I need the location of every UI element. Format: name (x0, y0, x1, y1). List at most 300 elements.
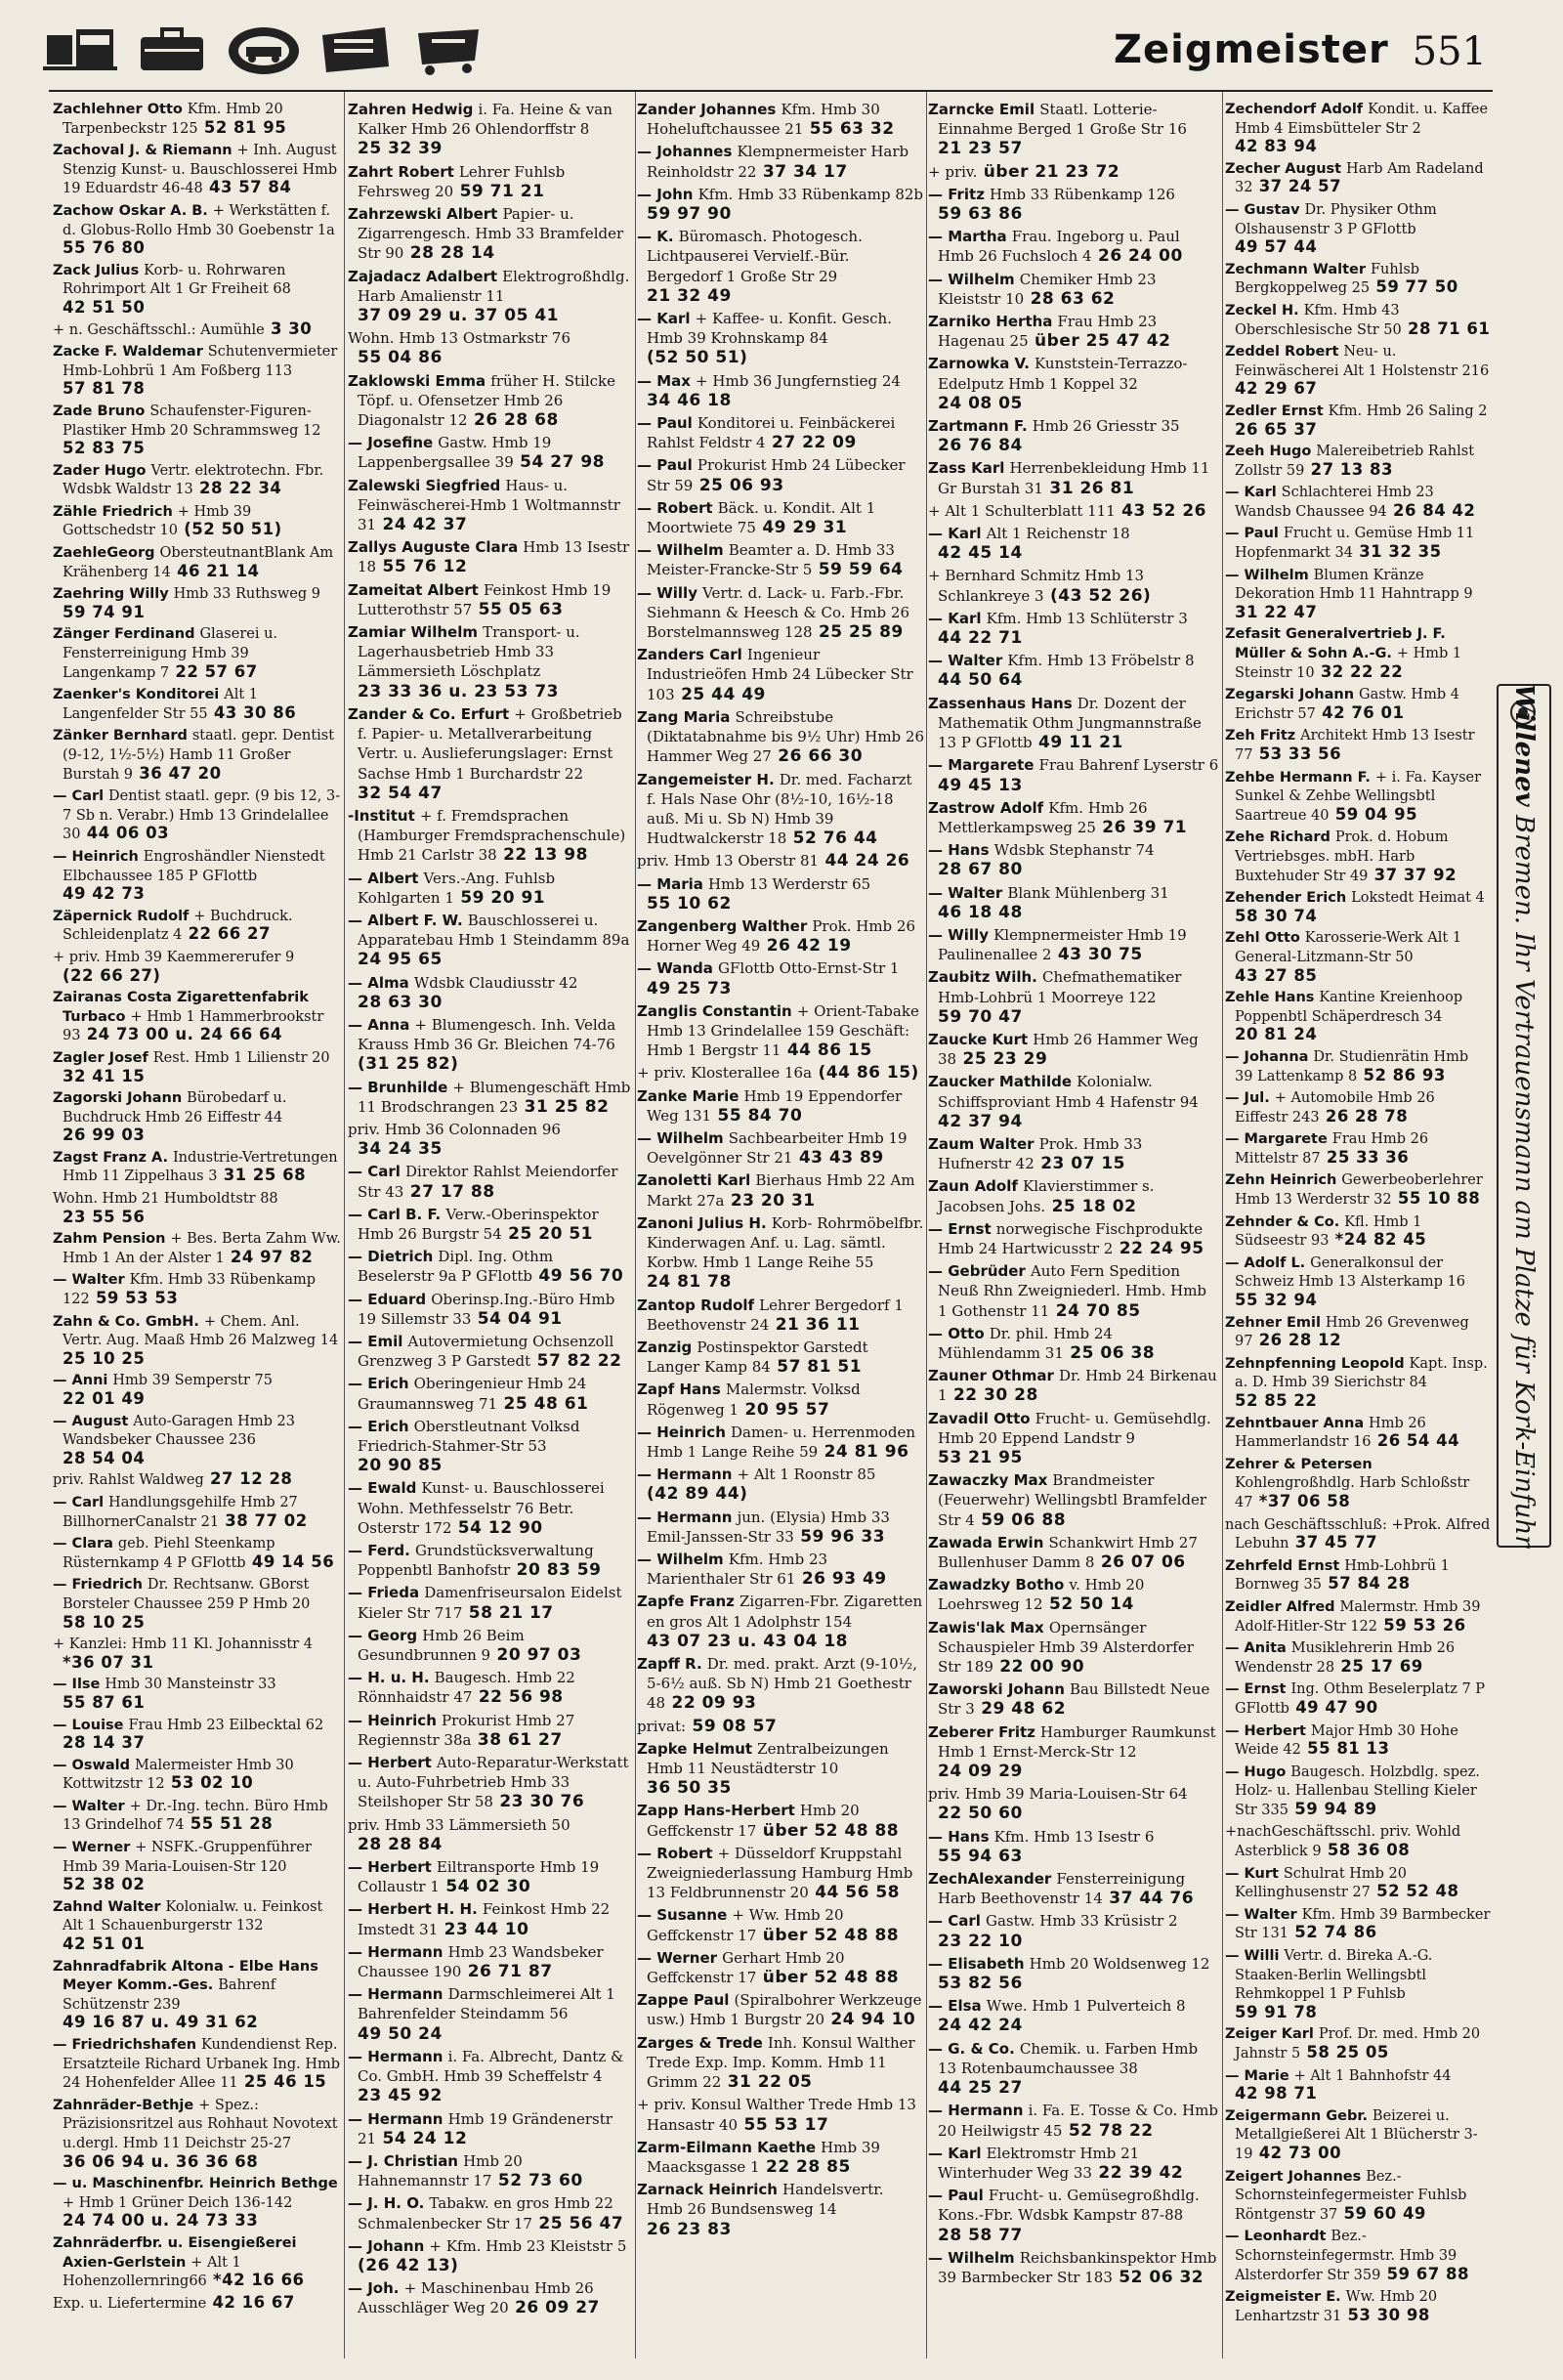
cart-icon (408, 21, 486, 78)
entry-name: — August (53, 1413, 129, 1429)
directory-entry (637, 2095, 924, 2134)
entry-telephone: (31 25 82) (358, 1054, 459, 1075)
entry-telephone: 49 50 24 (358, 2023, 443, 2044)
directory-entry (53, 1635, 342, 1672)
entry-details: Konditorei u. Feinbäckerei Rahlst Feldstr 4 (647, 414, 896, 452)
entry-details: Kfm. Hmb 26 Mettlerkampsweg 25 (938, 798, 1148, 836)
directory-entry (637, 1990, 924, 2029)
entry-details: Baugesch. Holzbdlg. spez. Holz- u. Hallenbau Stelling Kieler Str 335 (1235, 1764, 1480, 1818)
entry-telephone: 22 66 27 (188, 924, 271, 944)
entry-telephone: 22 39 42 (1098, 2162, 1184, 2183)
entry-details: Prokurist Hmb 24 Lübecker Str 59 (647, 456, 906, 494)
entry-name: — Elisabeth (928, 1954, 1025, 1973)
directory-entry (1225, 2106, 1491, 2164)
entry-name: — J. H. O. (348, 2194, 425, 2213)
entry-details: Hmb 26 Beim Gesundbrunnen 9 (358, 1626, 525, 1665)
entry-details: + Hmb 1 Hammerbrookstr 93 (63, 1008, 324, 1044)
entry-name: Zarniko Hertha (928, 313, 1053, 331)
entry-name: Zeiger Karl (1225, 2026, 1314, 2043)
entry-details: + Blumengesch. Inh. Velda Krauss Hmb 36 Gr. Bleichen 74-76 (358, 1015, 616, 1054)
directory-entry (1225, 342, 1491, 399)
entry-name: — Ilse (53, 1677, 101, 1693)
entry-details: + priv. Konsul Walther Trede Hmb 13 Hansastr 40 (637, 2096, 916, 2134)
entry-details: Auto-Reparatur-Werkstatt u. Auto-Fuhrbetrieb Hmb 33 Steilshoper Str 58 (358, 1754, 629, 1811)
entry-telephone: 49 45 13 (938, 775, 1023, 795)
directory-entry (637, 185, 924, 224)
entry-telephone: 59 20 91 (460, 887, 546, 908)
entry-telephone: (26 42 13) (358, 2255, 459, 2275)
directory-entry (1225, 1455, 1491, 1512)
entry-telephone: 55 84 70 (717, 1105, 803, 1126)
entry-details: + Kanzlei: Hmb 11 Kl. Johannisstr 4 (53, 1636, 313, 1653)
entry-details: Schaufenster-Figuren-Plastiker Hmb 20 Schrammsweg 12 (63, 403, 321, 439)
directory-entry (53, 1575, 342, 1632)
entry-details: Beamter a. D. Hmb 33 Meister-Francke-Str 5 (647, 541, 895, 579)
entry-telephone: über 52 48 88 (762, 1925, 900, 1945)
entry-name: — Anna (348, 1015, 410, 1034)
directory-entry (53, 2294, 342, 2314)
entry-name: Zachow Oskar A. B. (53, 202, 208, 219)
entry-name: Zass Karl (928, 459, 1005, 478)
entry-details: Dr. med. prakt. Arzt (9-10½, 5-6½ auß. Sb N) Hmb 21 Goethestr 48 (647, 1655, 917, 1713)
entry-name: — Paul (1225, 526, 1279, 542)
entry-name: — Hermann (637, 1466, 733, 1484)
directory-entry (928, 798, 1219, 837)
entry-telephone: 26 65 37 (1235, 419, 1318, 439)
entry-name: — Oswald (53, 1757, 131, 1773)
entry-name: — Carl (928, 1912, 981, 1931)
directory-entry (1225, 2024, 1491, 2062)
entry-telephone: 27 22 09 (772, 433, 857, 453)
entry-name: Zaum Walter (928, 1134, 1035, 1153)
entry-name: — Willy (637, 583, 697, 602)
directory-entry (53, 2233, 342, 2291)
entry-telephone: 42 16 67 (212, 2292, 295, 2312)
directory-entry (637, 540, 924, 579)
entry-name: Zassenhaus Hans (928, 694, 1073, 712)
entry-telephone: 42 51 50 (63, 297, 146, 317)
entry-details: Prok. Hmb 26 Horner Weg 49 (647, 916, 916, 956)
entry-telephone: 23 30 76 (499, 1792, 585, 1812)
directory-entry (928, 1954, 1219, 1993)
entry-telephone: (42 89 44) (647, 1484, 748, 1505)
entry-details: Frucht u. Gemüse Hmb 11 Hopfenmarkt 34 (1235, 526, 1475, 562)
entry-details: + Hmb 39 Gottschedstr 10 (63, 503, 252, 539)
entry-details: Schankwirt Hmb 27 Bullenhuser Damm 8 (938, 1533, 1198, 1572)
entry-details: Prok. d. Hobum Vertriebsges. mbH. Harb Buxtehuder Str 49 (1235, 829, 1449, 884)
entry-name: Zagst Franz A. (53, 1149, 169, 1166)
entry-details: privat: (637, 1717, 687, 1735)
directory-entry (1225, 888, 1491, 925)
entry-details: Vertr. elektrotechn. Fbr. Wdsbk Waldstr 13 (63, 462, 324, 498)
entry-details: Hmb 30 Mansteinstr 33 (105, 1677, 276, 1693)
entry-name: — Hermann (348, 2109, 444, 2128)
entry-name: Zahrt Robert (348, 162, 454, 181)
entry-telephone: 43 30 75 (1057, 945, 1143, 965)
entry-details: Baugesch. Hmb 22 Rönnhaidstr 47 (358, 1669, 575, 1707)
entry-telephone: 49 25 73 (647, 978, 732, 999)
directory-entry (53, 988, 342, 1045)
directory-entry (1225, 159, 1491, 197)
entry-name: — Johanna (1225, 1048, 1309, 1065)
entry-details: Ing. Othm Beselerplatz 7 P GFlottb (1235, 1681, 1486, 1717)
directory-entry (348, 1711, 633, 1750)
entry-telephone: 26 28 78 (1325, 1106, 1409, 1126)
entry-telephone: 26 84 42 (1393, 500, 1476, 520)
entry-name: Zahn & Co. GmbH. (53, 1313, 199, 1330)
entry-details: + n. Geschäftsschl.: Aumühle (53, 321, 265, 338)
directory-entry (348, 1942, 633, 1981)
entry-details: + Buchdruck. Schleidenplatz 4 (63, 908, 293, 944)
entry-details: Korb- Rohrmöbelfbr. Kinderwagen Anf. u. Lag. sämtl. Korbw. Hmb 1 Lange Reihe 55 (647, 1213, 924, 1272)
entry-name: — Fritz (928, 185, 985, 203)
entry-telephone: *42 16 66 (213, 2271, 305, 2290)
directory-entry (637, 227, 924, 306)
entry-name: — Werner (637, 1948, 718, 1967)
entry-name: — Johann (348, 2236, 425, 2255)
entry-name: — Robert (637, 1844, 713, 1862)
entry-telephone: 26 24 00 (1097, 246, 1183, 267)
directory-entry (1225, 1946, 1491, 2021)
entry-name: Zangenberg Walther (637, 916, 808, 935)
entry-telephone: 26 99 03 (63, 1126, 146, 1145)
directory-entry (53, 1270, 342, 1308)
entry-details: Harb Am Radeland 32 (1235, 160, 1484, 196)
directory-entry (1225, 1212, 1491, 1251)
entry-telephone: 53 21 95 (938, 1448, 1023, 1467)
directory-entry (53, 402, 342, 458)
entry-telephone: 26 93 49 (801, 1569, 887, 1590)
entry-details: priv. Hmb 13 Oberstr 81 (637, 852, 820, 871)
entry-details: Büromasch. Photogesch. Lichtpauserei Vervielf.-Bür. Bergedorf 1 Große Str 29 (647, 228, 863, 285)
entry-telephone: 27 13 83 (1310, 459, 1393, 479)
page-title: Zeigmeister (1114, 27, 1389, 72)
entry-telephone: 24 09 29 (938, 1762, 1023, 1782)
entry-telephone: 25 44 49 (681, 684, 766, 704)
entry-telephone: 37 24 57 (1258, 177, 1342, 196)
entry-name: — Willi (1225, 1948, 1280, 1965)
entry-details: Exp. u. Liefertermine (53, 2295, 207, 2312)
entry-telephone: 53 82 56 (938, 1974, 1023, 1994)
entry-details: Bez.-Schornsteinfegermeister Fuhlsb Röntgenstr 37 (1235, 2168, 1467, 2223)
directory-entry (348, 1899, 633, 1938)
entry-details: Handelsvertr. Hmb 26 Bundsensweg 14 (647, 2181, 884, 2219)
directory-entry (928, 354, 1219, 413)
entry-details: + Maschinenbau Hmb 26 Ausschläger Weg 20 (358, 2279, 594, 2317)
entry-details: Klavierstimmer s. Jacobsen Johs. (938, 1177, 1155, 1215)
directory-entry (1225, 260, 1491, 298)
directory-entry (928, 2144, 1219, 2183)
entry-telephone: 54 12 90 (457, 1517, 543, 1538)
entry-details: Hmb 13 Werderstr 65 (708, 874, 871, 893)
directory-entry (637, 1338, 924, 1377)
entry-details: Opernsänger Schauspieler Hmb 39 Alsterdorfer Str 189 (938, 1618, 1194, 1677)
entry-telephone: (44 86 15) (818, 1063, 919, 1084)
entry-name: — Marie (1225, 2067, 1289, 2084)
entry-name: — Walter (928, 883, 1003, 902)
entry-name: — Louise (53, 1717, 124, 1733)
directory-entry (348, 1162, 633, 1201)
directory-entry (348, 1290, 633, 1329)
directory-entry (348, 1478, 633, 1538)
entry-name: — Paul (928, 2187, 984, 2205)
entry-details: Dipl. Ing. Othm Beselerstr 9a P GFlottb (358, 1248, 554, 1286)
directory-entry (348, 622, 633, 701)
entry-telephone: 37 45 77 (1294, 1533, 1378, 1552)
entry-telephone: 37 37 92 (1373, 865, 1457, 884)
entry-name: — Heinrich (637, 1423, 726, 1441)
entry-telephone: 20 97 03 (496, 1645, 582, 1666)
entry-telephone: 59 71 21 (459, 181, 545, 201)
entry-telephone: 25 25 89 (818, 622, 904, 643)
directory-entry (1225, 988, 1491, 1044)
entry-name: — Heinrich (53, 848, 139, 865)
directory-entry (348, 806, 633, 866)
entry-details: i. Fa. E. Tosse & Co. Hmb 20 Heilwigstr 45 (938, 2102, 1218, 2140)
entry-details: Industrie-Vertretungen Hmb 11 Zippelhaus 3 (63, 1149, 338, 1185)
directory-entry (53, 1675, 342, 1712)
entry-name: Zanke Marie (637, 1086, 739, 1105)
entry-details: Kfm. Hmb 33 Rübenkamp 122 (63, 1272, 317, 1308)
entry-name: — Hermann (637, 1508, 733, 1526)
directory-entry (348, 1815, 633, 1854)
directory-entry (928, 1219, 1219, 1258)
entry-details: i. Fa. Albrecht, Dantz & Co. GmbH. Hmb 39 Scheffelstr 4 (358, 2047, 624, 2086)
directory-entry (1225, 768, 1491, 826)
entry-telephone: 37 44 76 (1109, 1889, 1195, 1909)
entry-name: — Hans (928, 1827, 990, 1846)
page-number: 551 (1412, 29, 1487, 74)
entry-details: + f. Fremdsprachen (Hamburger Fremdsprachenschule) Hmb 21 Carlstr 38 (358, 806, 626, 865)
directory-entry (1225, 1254, 1491, 1310)
entry-name: — Elsa (928, 1997, 982, 2016)
directory-entry (348, 1247, 633, 1286)
entry-name: Zarm-Eilmann Kaethe (637, 2138, 817, 2156)
column-divider (1222, 92, 1223, 2359)
entry-name: Zachoval J. & Riemann (53, 143, 232, 159)
entry-telephone: 43 07 23 u. 43 04 18 (647, 1631, 849, 1651)
entry-telephone: 49 14 56 (251, 1551, 335, 1571)
entry-telephone: 26 71 87 (467, 1962, 553, 1982)
directory-entry (348, 1332, 633, 1371)
entry-telephone: 55 32 94 (1235, 1291, 1318, 1310)
entry-details: Alt 1 Langenfelder Str 55 (63, 687, 258, 722)
entry-name: — Carl B. F. (348, 1205, 442, 1223)
directory-entry (637, 1213, 924, 1293)
entry-name: — Karl (928, 609, 982, 627)
entry-telephone: 59 63 86 (938, 204, 1023, 225)
entry-name: — Wilhelm (637, 1128, 724, 1147)
entry-details: Dr. Rechtsanw. GBorst Borsteler Chaussee 259 P Hmb 20 (63, 1577, 311, 1612)
entry-name: -Institut (348, 806, 415, 825)
entry-details: Oberinsp.Ing.-Büro Hmb 19 Sillemstr 33 (358, 1290, 615, 1328)
entry-details: + Bes. Berta Zahm Ww. Hmb 1 An der Alster 1 (63, 1231, 341, 1266)
directory-entry (637, 1423, 924, 1462)
entry-name: — Jul. (1225, 1090, 1270, 1107)
advertisement-sidebar (1497, 684, 1551, 1548)
entry-telephone: 58 30 74 (1235, 906, 1318, 925)
directory-entry (348, 100, 633, 159)
entry-telephone: 25 23 29 (962, 1049, 1048, 1070)
entry-name: — Hermann (348, 1942, 444, 1961)
directory-entry (928, 925, 1219, 964)
entry-details: Schreibstube (Diktatabnahme bis 9½ Uhr) Hmb 26 Hammer Weg 27 (647, 707, 924, 766)
directory-entry (348, 2236, 633, 2275)
entry-name: — Walter (53, 1272, 125, 1289)
entry-name: Zarncke Emil (928, 101, 1035, 118)
entry-telephone: 24 95 65 (358, 950, 443, 970)
directory-entry (637, 498, 924, 537)
entry-telephone: *37 06 58 (1258, 1491, 1351, 1510)
entry-name: Zegarski Johann (1225, 687, 1355, 703)
directory-entry (637, 309, 924, 368)
entry-details: Grundstücksverwaltung Poppenbtl Banhofstr (358, 1542, 594, 1580)
entry-name: — Hans (928, 841, 990, 860)
entry-details: Chemiker Hmb 23 Kleiststr 10 (938, 270, 1157, 308)
entry-telephone: 31 25 68 (223, 1166, 307, 1185)
entry-name: — Walter (53, 1798, 125, 1814)
entry-name: Zapff R. (637, 1655, 702, 1674)
entry-telephone: 26 39 71 (1102, 817, 1188, 837)
entry-details: Darmschleimerei Alt 1 Bahrenfelder Steindamm 56 (358, 1985, 615, 2023)
entry-name: Zaun Adolf (928, 1177, 1018, 1196)
directory-entry (53, 1048, 342, 1085)
entry-name: Zeidler Alfred (1225, 1598, 1335, 1615)
entry-name: — Paul (637, 456, 693, 475)
directory-entry (637, 958, 924, 998)
entry-name: — Alma (348, 973, 409, 992)
entry-name: Zaenker's Konditorei (53, 687, 220, 703)
entry-telephone: 59 04 95 (1334, 804, 1418, 824)
directory-entry (928, 1618, 1219, 1678)
entry-details: GFlottb Otto-Ernst-Str 1 (718, 959, 900, 978)
entry-details: Transport- u. Lagerhausbetrieb Hmb 33 Lämmersieth Löschplatz (358, 623, 580, 681)
entry-telephone: 44 86 15 (786, 1041, 872, 1061)
entry-telephone: 25 20 51 (508, 1223, 593, 1244)
entry-telephone: 20 90 85 (358, 1456, 443, 1476)
directory-entry (637, 1465, 924, 1504)
entry-details: Inh. Konsul Walther Trede Exp. Imp. Komm. Hmb 11 Grimm 22 (647, 2033, 915, 2092)
directory-entry (348, 1626, 633, 1665)
directory-entry (637, 1654, 924, 1714)
entry-telephone: 24 42 37 (382, 515, 468, 535)
entry-name: Zastrow Adolf (928, 798, 1044, 817)
entry-name: Zauner Othmar (928, 1367, 1054, 1385)
directory-entry (53, 261, 342, 318)
entry-details: Dentist staatl. gepr. (9 bis 12, 3-7 Sb n. Verabr.) Hmb 13 Grindelallee 30 (63, 788, 341, 843)
entry-telephone: 25 10 25 (63, 1348, 146, 1368)
entry-details: Kfm. Hmb 13 Schlüterstr 3 (986, 609, 1188, 627)
entry-telephone: 28 71 61 (1407, 319, 1491, 338)
entry-details: Chefmathematiker Hmb-Lohbrü 1 Moorreye 122 (938, 968, 1182, 1006)
entry-name: Zachlehner Otto (53, 102, 183, 117)
directory-entry (53, 2035, 342, 2093)
entry-telephone: 59 59 64 (818, 560, 904, 580)
advertisement-text (1509, 684, 1539, 1547)
entry-name: Zeigmeister E. (1225, 2289, 1341, 2306)
entry-details: Kundendienst Rep. Ersatzteile Richard Urbanek Ing. Hmb 24 Hohenfelder Allee 11 (63, 2037, 341, 2092)
directory-entry (348, 476, 633, 535)
entry-details: Hmb 26 Grevenweg 97 (1235, 1314, 1469, 1350)
directory-entry (348, 1753, 633, 1812)
entry-name: Zahren Hedwig (348, 101, 474, 118)
entry-telephone: 43 30 86 (213, 702, 297, 722)
directory-entry (928, 1679, 1219, 1719)
entry-telephone: 52 78 22 (1068, 2120, 1154, 2141)
directory-entry (53, 1312, 342, 1369)
column-divider (926, 92, 927, 2359)
entry-name: — Hermann (928, 2102, 1024, 2120)
entry-details: Hmb 19 Eppendorfer Weg 131 (647, 1086, 903, 1125)
entry-details: Bez.-Schornsteinfegermstr. Hmb 39 Alsterdorfer Str 359 (1235, 2229, 1457, 2283)
directory-entry (53, 1412, 342, 1468)
directory-entry (1225, 100, 1491, 156)
entry-name: Zapp Hans-Herbert (637, 1802, 795, 1820)
directory-entry (637, 1063, 924, 1083)
entry-telephone: 49 47 90 (1295, 1697, 1378, 1717)
entry-telephone: 59 70 47 (938, 1006, 1023, 1027)
entry-telephone: 55 76 12 (382, 557, 468, 577)
entry-name: Zehle Hans (1225, 990, 1315, 1006)
directory-entry (348, 1541, 633, 1580)
entry-name: Zahrzewski Albert (348, 205, 498, 224)
entry-telephone: 26 23 83 (647, 2219, 732, 2239)
entry-name: Zaucker Mathilde (928, 1073, 1073, 1091)
directory-entry (53, 342, 342, 399)
entry-details: Wohn. Hmb 21 Humboldtstr 88 (53, 1191, 278, 1208)
entry-details: Zentralbeizungen Hmb 11 Neustädterstr 10 (647, 1739, 889, 1778)
entry-details: Hmb 39 Maacksgasse 1 (647, 2138, 880, 2176)
entry-name: Zanders Carl (637, 646, 742, 664)
entry-details: Ingenieur Industrieöfen Hmb 24 Lübecker Str 103 (647, 646, 913, 703)
entry-name: — Georg (348, 1626, 418, 1644)
directory-entry (928, 1996, 1219, 2035)
entry-telephone: 20 95 57 (744, 1399, 830, 1420)
entry-name: — Susanne (637, 1906, 728, 1925)
directory-entry (1225, 1414, 1491, 1452)
entry-details: Elektrogroßhdlg. Harb Amalienstr 11 (358, 267, 630, 305)
directory-entry (348, 204, 633, 264)
directory-entry (928, 312, 1219, 351)
entry-details: Dr. Studienrätin Hmb 39 Lattenkamp 8 (1235, 1048, 1469, 1084)
directory-column-4 (928, 100, 1219, 2357)
entry-telephone: 58 36 08 (1327, 1841, 1411, 1860)
entry-name: — Ernst (1225, 1681, 1287, 1698)
entry-details: + Alt 1 Hohenzollernring66 (63, 2254, 241, 2290)
entry-telephone: 43 43 89 (798, 1148, 884, 1169)
entry-telephone: 28 14 37 (63, 1733, 146, 1753)
entry-name: — Adolf L. (1225, 1254, 1306, 1271)
directory-entry (348, 1984, 633, 2044)
entry-telephone: 46 21 14 (177, 561, 260, 580)
entry-details: + Blumengeschäft Hmb 11 Brodschrangen 23 (358, 1078, 631, 1116)
directory-entry (928, 2101, 1219, 2140)
entry-telephone: 22 57 67 (175, 661, 258, 681)
entry-details: + Kfm. Hmb 23 Kleiststr 5 (429, 2236, 627, 2255)
entry-telephone: 34 46 18 (647, 390, 732, 410)
directory-entry (348, 2151, 633, 2190)
directory-entry (1225, 402, 1491, 439)
entry-details: Schulrat Hmb 20 Kellinghusenstr 27 (1235, 1865, 1407, 1901)
directory-entry (348, 2278, 633, 2317)
entry-details: Prokurist Hmb 27 Regiennstr 38a (358, 1711, 575, 1749)
directory-entry (348, 1120, 633, 1159)
entry-details: Lehrer Bergedorf 1 Beethovenstr 24 (647, 1296, 904, 1334)
entry-details: Frau Hmb 26 Mittelstr 87 (1235, 1131, 1429, 1167)
entry-telephone: 22 24 95 (1119, 1238, 1204, 1258)
entry-details: Hmb 39 Semperstr 75 (112, 1373, 273, 1389)
directory-entry (53, 2174, 342, 2231)
